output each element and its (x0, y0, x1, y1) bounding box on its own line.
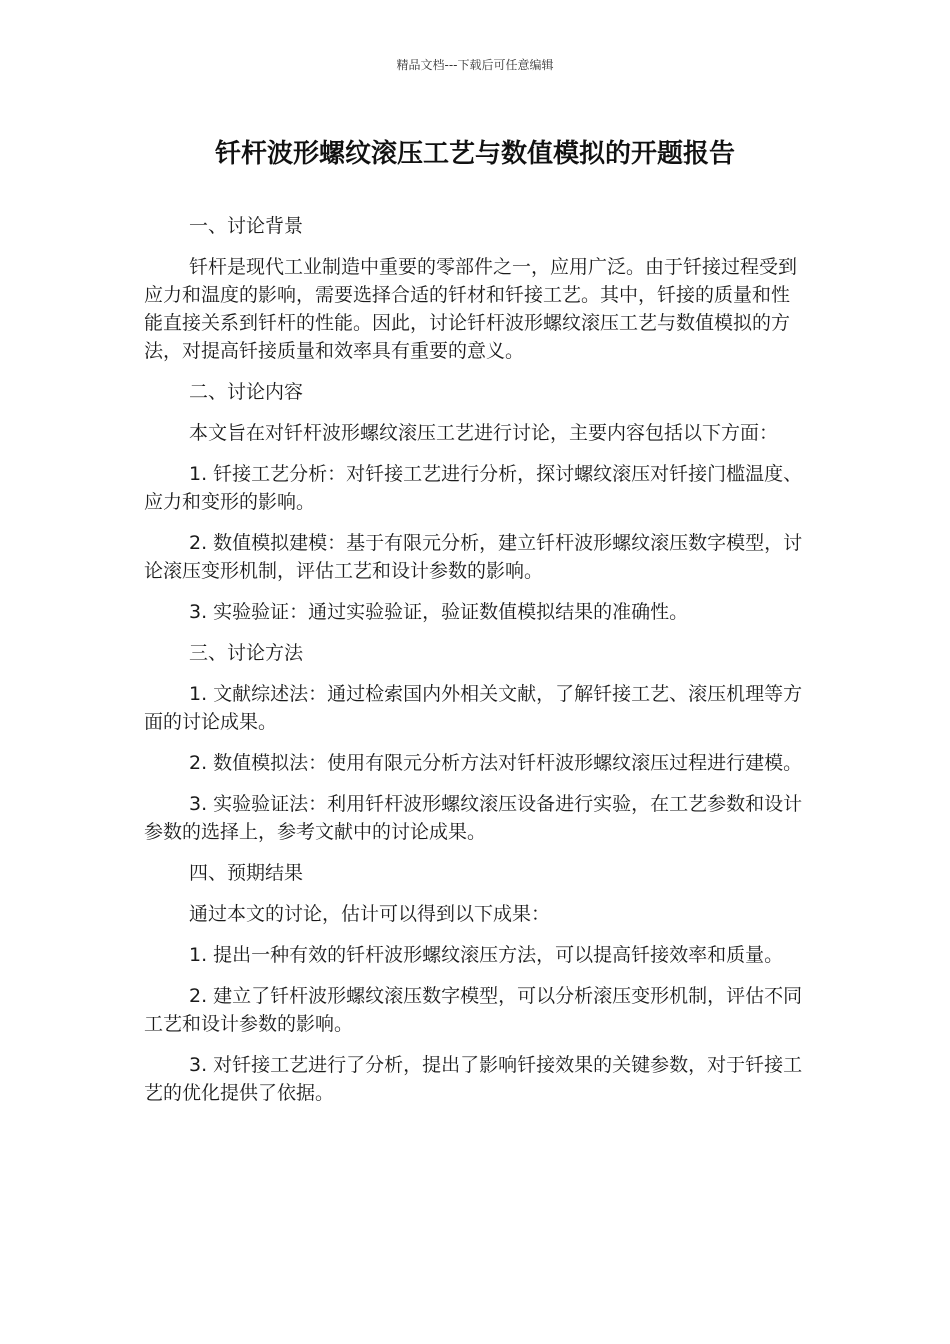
paragraph-content-item-2: 2. 数值模拟建模：基于有限元分析，建立钎杆波形螺纹滚压数字模型，讨论滚压变形机制，评估工艺和设计参数的影响。 (144, 532, 803, 582)
section-heading-results: 四、预期结果 (189, 862, 304, 884)
document-title: 钎杆波形螺纹滚压工艺与数值模拟的开题报告 (214, 139, 735, 169)
document-body (144, 212, 804, 1120)
paragraph-content-item-1: 1. 钎接工艺分析：对钎接工艺进行分析，探讨螺纹滚压对钎接门槛温度、应力和变形的影响。 (144, 463, 803, 513)
section-heading-background: 一、讨论背景 (189, 215, 304, 237)
page-header: 精品文档---下载后可任意编辑 (396, 58, 554, 72)
section-heading-content: 二、讨论内容 (189, 381, 304, 403)
paragraph-results-item-2: 2. 建立了钎杆波形螺纹滚压数字模型，可以分析滚压变形机制，评估不同工艺和设计参数的影响。 (144, 985, 803, 1035)
paragraph-methods-item-1: 1. 文献综述法：通过检索国内外相关文献，了解钎接工艺、滚压机理等方面的讨论成果。 (144, 683, 803, 733)
paragraph-methods-item-3: 3. 实验验证法：利用钎杆波形螺纹滚压设备进行实验，在工艺参数和设计参数的选择上，参考文献中的讨论成果。 (144, 793, 803, 843)
paragraph-content-intro: 本文旨在对钎杆波形螺纹滚压工艺进行讨论，主要内容包括以下方面： (189, 422, 779, 444)
paragraph-background: 钎杆是现代工业制造中重要的零部件之一，应用广泛。由于钎接过程受到应力和温度的影响，需要选择合适的钎材和钎接工艺。其中，钎接的质量和性能直接关系到钎杆的性能。因此，讨论钎杆波形螺纹滚压工艺与数值模拟的方法，对提高钎接质量和效率具有重要的意义。 (144, 256, 798, 362)
paragraph-content-item-3: 3. 实验验证：通过实验验证，验证数值模拟结果的准确性。 (189, 601, 689, 623)
paragraph-results-item-1: 1. 提出一种有效的钎杆波形螺纹滚压方法，可以提高钎接效率和质量。 (189, 944, 784, 966)
paragraph-results-intro: 通过本文的讨论，估计可以得到以下成果： (189, 903, 551, 925)
section-heading-methods: 三、讨论方法 (189, 642, 304, 664)
paragraph-results-item-3: 3. 对钎接工艺进行了分析，提出了影响钎接效果的关键参数，对于钎接工艺的优化提供了依据。 (144, 1054, 803, 1104)
paragraph-methods-item-2: 2. 数值模拟法：使用有限元分析方法对钎杆波形螺纹滚压过程进行建模。 (189, 752, 803, 774)
